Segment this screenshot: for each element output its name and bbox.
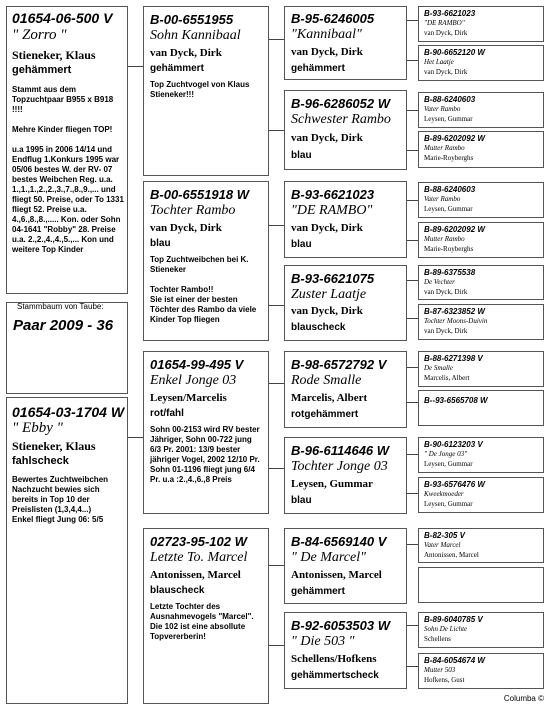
g2-box-1 (143, 6, 269, 176)
connector (406, 367, 418, 368)
g4-ring: B-89-6375538 (424, 268, 476, 277)
g3-box-3 (284, 181, 407, 258)
g4-owner: Leysen, Gummar (424, 500, 473, 508)
g4-ring: B-93-6621023 (424, 9, 476, 18)
connector (406, 666, 418, 667)
g4-ring: B-93-6576476 W (424, 480, 485, 489)
g2-ring: B-00-6551918 W (150, 187, 249, 202)
g4-owner: Marie-Royberghs (424, 245, 474, 253)
father-box (6, 6, 128, 294)
g4-name: Kweekmoeder (424, 490, 464, 498)
g3-name: Schwester Rambo (291, 112, 391, 127)
g3-box-7 (284, 528, 407, 604)
g2-name: Tochter Rambo (150, 203, 236, 218)
g4-ring: B-88-6240603 (424, 185, 476, 194)
g4-owner: van Dyck, Dirk (424, 29, 468, 37)
g4-ring: B-89-6040785 V (424, 615, 483, 624)
g3-ring: B-93-6621075 (291, 271, 375, 286)
connector (406, 150, 418, 151)
g3-ring: B-84-6569140 V (291, 534, 387, 549)
mother-name: " Ebby " (12, 420, 63, 436)
g3-color: gehämmert (291, 63, 345, 74)
g3-name: "DE RAMBO" (291, 203, 373, 218)
g3-owner: Antonissen, Marcel (291, 569, 382, 581)
mother-note: Bewertes Zuchtweibchen Nachzucht bewies sich bereits in Top 10 der Preislisten (1,3,4,4...) Enkel fliegt Jung 06: 5/5 (12, 475, 109, 524)
g4-name: Vater Rambo (424, 195, 461, 203)
g4-box-5 (418, 182, 544, 218)
g3-color: blau (291, 150, 312, 161)
g2-box-4 (143, 528, 269, 704)
g3-owner: Leysen, Gummar (291, 478, 373, 490)
g4-owner: van Dyck, Dirk (424, 327, 468, 335)
g4-box-10 (418, 390, 544, 426)
g2-note: Letzte Tochter des Ausnahmevogels "Marcel". Die 102 ist eine absollute Topvererberin! (150, 602, 254, 641)
pair-label: Paar 2009 - 36 (13, 317, 114, 334)
g4-name: Mutter 503 (424, 666, 456, 674)
connector (127, 437, 143, 438)
connector (406, 493, 418, 494)
g3-ring: B-95-6246005 (291, 11, 375, 26)
father-note: Stammt aus dem Topzuchtpaar B955 x B918 !!!! Mehre Kinder fliegen TOP! u.a 1995 in 2006 14/14 und Endflug 1.Konkurs 1995 war 05/06 bestes W. der RV- 07 bestes Weibchen Reg. u.a. 1.,1.,1.,2.,2.,3.,7.,8.,9.,... und fliegt 50. Preise, oder To 1331 fliegt 52. Preise u.a. 4.,6.,8.,8.,..... Kon. oder Sohn 04-1641 "Robby" 28. Preise u.a. 2.,2.,4.,4.,5.,... Kon und weitere Top Kinder (12, 85, 124, 254)
g4-name: " De Jonge 03" (424, 450, 468, 458)
g4-name: Vater Marcel (424, 541, 461, 549)
g2-name: Enkel Jonge 03 (150, 373, 237, 388)
g4-ring: B-88-6240603 (424, 95, 476, 104)
g2-ring: 02723-95-102 W (150, 534, 247, 549)
g2-ring: 01654-99-495 V (150, 357, 244, 372)
connector (268, 565, 284, 566)
g4-box-16 (418, 653, 544, 689)
g4-name: De Vechter (424, 278, 455, 286)
g3-name: " De Marcel" (291, 550, 366, 565)
g4-box-13 (418, 528, 544, 563)
g2-color: blau (150, 238, 171, 249)
g2-owner: Leysen/Marcelis (150, 392, 227, 404)
g4-name: Mutter Rambo (424, 144, 465, 152)
g4-box-2 (418, 45, 544, 81)
connector (268, 39, 284, 40)
g4-box-3 (418, 92, 544, 128)
g3-color: gehämmert (291, 586, 345, 597)
g2-box-2 (143, 181, 269, 341)
g4-ring: B--93-6565708 W (424, 396, 488, 405)
g4-owner: Leysen, Gummar (424, 205, 473, 213)
g2-name: Letzte To. Marcel (150, 550, 248, 565)
g3-ring: B-93-6621023 (291, 187, 375, 202)
g3-name: " Die 503 " (291, 634, 355, 649)
pair-box (6, 302, 128, 394)
g2-owner: Antonissen, Marcel (150, 569, 241, 581)
connector (268, 645, 284, 646)
g4-owner: Marie-Royberghs (424, 154, 474, 162)
mother-box (6, 397, 128, 704)
connector (406, 402, 418, 403)
father-ring: 01654-06-500 V (12, 10, 113, 26)
g4-box-1 (418, 6, 544, 42)
connector (406, 454, 418, 455)
g3-name: Zuster Laatje (291, 287, 367, 302)
g4-owner: Leysen, Gummar (424, 460, 473, 468)
g4-name: Vater Rambo (424, 105, 461, 113)
g3-name: "Kannibaal" (291, 27, 362, 42)
g4-ring: B-88-6271398 V (424, 354, 483, 363)
connector (406, 625, 418, 626)
g2-color: blauscheck (150, 585, 205, 596)
connector (406, 318, 418, 319)
g4-name: "DE RAMBO" (424, 19, 465, 27)
g4-box-11 (418, 437, 544, 473)
g3-ring: B-92-6053503 W (291, 618, 390, 633)
g4-ring: B-82-305 V (424, 531, 465, 540)
connector (268, 225, 284, 226)
g4-name: Mutter Rambo (424, 235, 465, 243)
g4-name: Sohn De Lichte (424, 625, 468, 633)
connector (406, 200, 418, 201)
g2-color: rot/fahl (150, 408, 184, 419)
g4-name: Tochter Moons-Duivin (424, 317, 488, 325)
connector (268, 130, 284, 131)
g3-name: Tochter Jonge 03 (291, 459, 388, 474)
g4-box-14 (418, 567, 544, 603)
g3-owner: van Dyck, Dirk (291, 46, 363, 58)
g3-box-2 (284, 90, 407, 170)
father-name: " Zorro " (12, 27, 67, 43)
g3-color: rotgehämmert (291, 409, 359, 420)
g4-owner: van Dyck, Dirk (424, 68, 468, 76)
g3-box-6 (284, 437, 407, 514)
connector (406, 544, 418, 545)
connector (268, 305, 284, 306)
g4-box-15 (418, 612, 544, 648)
father-color: gehämmert (12, 64, 72, 76)
g4-box-12 (418, 477, 544, 513)
g4-box-6 (418, 222, 544, 258)
g3-owner: van Dyck, Dirk (291, 132, 363, 144)
g2-note: Top Zuchtweibchen bei K. Stieneker Tochter Rambo!! Sie ist einer der besten Töchter des Rambo da viele Kinder Top fliegen (150, 255, 257, 324)
g4-owner: Leysen, Gummar (424, 115, 473, 123)
g3-box-8 (284, 612, 407, 689)
g3-color: gehämmertscheck (291, 670, 379, 681)
connector (268, 383, 284, 384)
father-owner: Stieneker, Klaus (12, 48, 96, 62)
g4-owner: van Dyck, Dirk (424, 288, 468, 296)
g4-ring: B-84-6054674 W (424, 656, 485, 665)
g3-owner: van Dyck, Dirk (291, 222, 363, 234)
g3-box-5 (284, 351, 407, 428)
connector (406, 280, 418, 281)
g4-owner: Antonissen, Marcel (424, 551, 479, 559)
g4-owner: Hofkens, Gust (424, 676, 465, 684)
g2-note: Sohn 00-2153 wird RV bester Jähriger, Sohn 00-722 jung 6/3 Pr. 2001: 13/9 bester jähriger Vogel, 2002 12/10 Pr. Sohn 01-1196 fliegt jung 6/4 Pr. u.a :2.,4.,6.,8 Preis (150, 425, 260, 484)
connector (406, 60, 418, 61)
g4-owner: Marcelis, Albert (424, 374, 470, 382)
g4-name: De Smalle (424, 364, 453, 372)
g3-box-4 (284, 265, 407, 341)
g2-ring: B-00-6551955 (150, 12, 234, 27)
g3-color: blau (291, 239, 312, 250)
g2-color: gehämmert (150, 63, 204, 74)
g3-name: Rode Smalle (291, 373, 362, 388)
mother-owner: Stieneker, Klaus (12, 439, 96, 453)
g3-ring: B-98-6572792 V (291, 357, 387, 372)
footer-credit: Columba © (503, 694, 544, 703)
g4-ring: B-90-6652120 W (424, 48, 485, 57)
connector (406, 110, 418, 111)
mother-color: fahlscheck (12, 455, 69, 467)
g3-color: blau (291, 495, 312, 506)
connector (406, 240, 418, 241)
g2-box-3 (143, 351, 269, 514)
g3-owner: Marcelis, Albert (291, 392, 368, 404)
g3-color: blauscheck (291, 322, 346, 333)
g3-owner: van Dyck, Dirk (291, 305, 363, 317)
g4-box-9 (418, 351, 544, 387)
g3-ring: B-96-6114646 W (291, 443, 390, 458)
g4-box-7 (418, 265, 544, 300)
g2-owner: van Dyck, Dirk (150, 222, 222, 234)
stammbaum-label: Stammbaum von Taube: (17, 302, 104, 311)
g3-ring: B-96-6286052 W (291, 96, 390, 111)
g3-box-1 (284, 6, 407, 80)
g2-note: Top Zuchtvogel von Klaus Stieneker!!! (150, 80, 252, 99)
connector (127, 66, 143, 67)
g4-box-8 (418, 304, 544, 340)
g4-box-4 (418, 131, 544, 168)
g4-name: Het Laatje (424, 58, 454, 66)
g2-owner: van Dyck, Dirk (150, 47, 222, 59)
connector (406, 20, 418, 21)
connector (268, 468, 284, 469)
g4-owner: Schellens (424, 635, 451, 643)
g4-ring: B-90-6123203 V (424, 440, 483, 449)
g2-name: Sohn Kannibaal (150, 28, 241, 43)
g4-ring: B-89-6202092 W (424, 225, 485, 234)
mother-ring: 01654-03-1704 W (12, 404, 125, 420)
g3-owner: Schellens/Hofkens (291, 653, 377, 665)
g4-ring: B-87-6323852 W (424, 307, 485, 316)
g4-ring: B-89-6202092 W (424, 134, 485, 143)
